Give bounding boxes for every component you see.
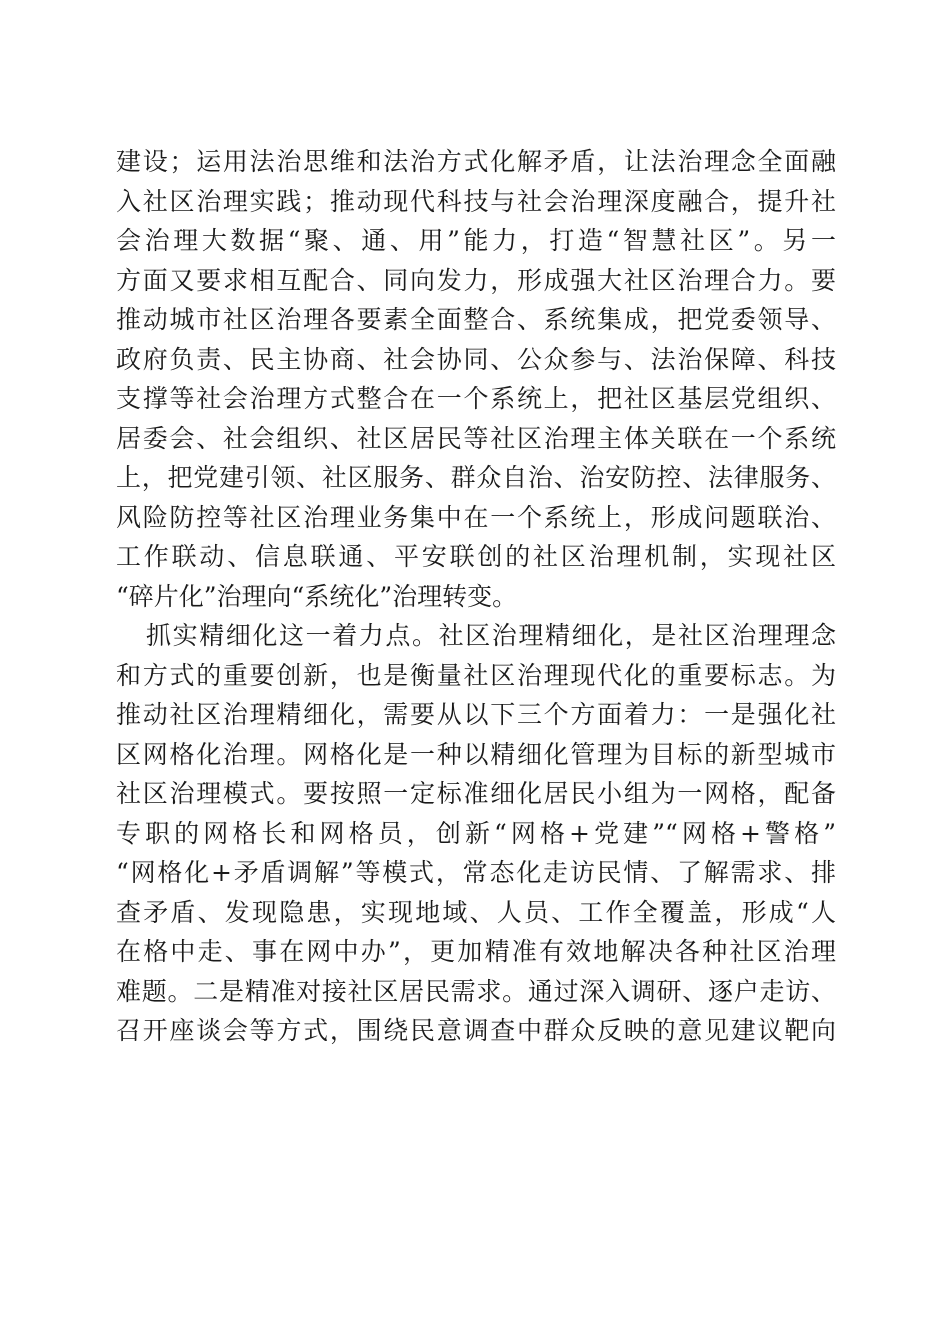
text-line: 难题。二是精准对接社区居民需求。通过深入调研、逐户走访、: [116, 976, 836, 1006]
text-line: 支撑等社会治理方式整合在一个系统上，把社区基层党组织、: [116, 384, 836, 413]
text-line: 风险防控等社区治理业务集中在一个系统上，形成问题联治、: [116, 502, 836, 532]
text-line: 召开座谈会等方式，围绕民意调查中群众反映的意见建议靶向: [116, 1016, 836, 1045]
text-line: 上，把党建引领、社区服务、群众自治、治安防控、法律服务、: [116, 463, 836, 492]
text-line: 政府负责、民主协商、社会协同、公众参与、法治保障、科技: [116, 344, 836, 374]
text-line: 入社区治理实践；推动现代科技与社会治理深度融合，提升社: [116, 186, 836, 216]
text-line: “网格化+矛盾调解”等模式，常态化走访民情、了解需求、排: [116, 858, 836, 887]
body-text: [116, 142, 836, 1051]
text-line: 居委会、社会组织、社区居民等社区治理主体关联在一个系统: [116, 423, 836, 453]
text-line: 专职的网格长和网格员，创新“网格+党建”“网格+警格”: [116, 818, 836, 848]
text-line: 社区治理模式。要按照一定标准细化居民小组为一网格，配备: [116, 779, 836, 808]
text-line: 和方式的重要创新，也是衡量社区治理现代化的重要标志。为: [116, 660, 836, 690]
text-line: 会治理大数据“聚、通、用”能力，打造“智慧社区”。另一: [116, 226, 836, 255]
text-line: 工作联动、信息联通、平安联创的社区治理机制，实现社区: [116, 542, 836, 571]
text-line: 建设；运用法治思维和法治方式化解矛盾，让法治理念全面融: [116, 147, 836, 176]
text-line: 在格中走、事在网中办”，更加精准有效地解决各种社区治理: [116, 937, 836, 966]
paragraph-end-line: “碎片化”治理向“系统化”治理转变。: [116, 581, 518, 611]
text-line: 查矛盾、发现隐患，实现地域、人员、工作全覆盖，形成“人: [116, 897, 836, 927]
text-line: 方面又要求相互配合、同向发力，形成强大社区治理合力。要: [116, 265, 836, 295]
text-line: 推动城市社区治理各要素全面整合、系统集成，把党委领导、: [116, 305, 836, 334]
text-line: 推动社区治理精细化，需要从以下三个方面着力：一是强化社: [116, 700, 836, 729]
text-line: 区网格化治理。网格化是一种以精细化管理为目标的新型城市: [116, 739, 836, 769]
paragraph-start-line: 抓实精细化这一着力点。社区治理精细化，是社区治理理念: [146, 621, 836, 650]
